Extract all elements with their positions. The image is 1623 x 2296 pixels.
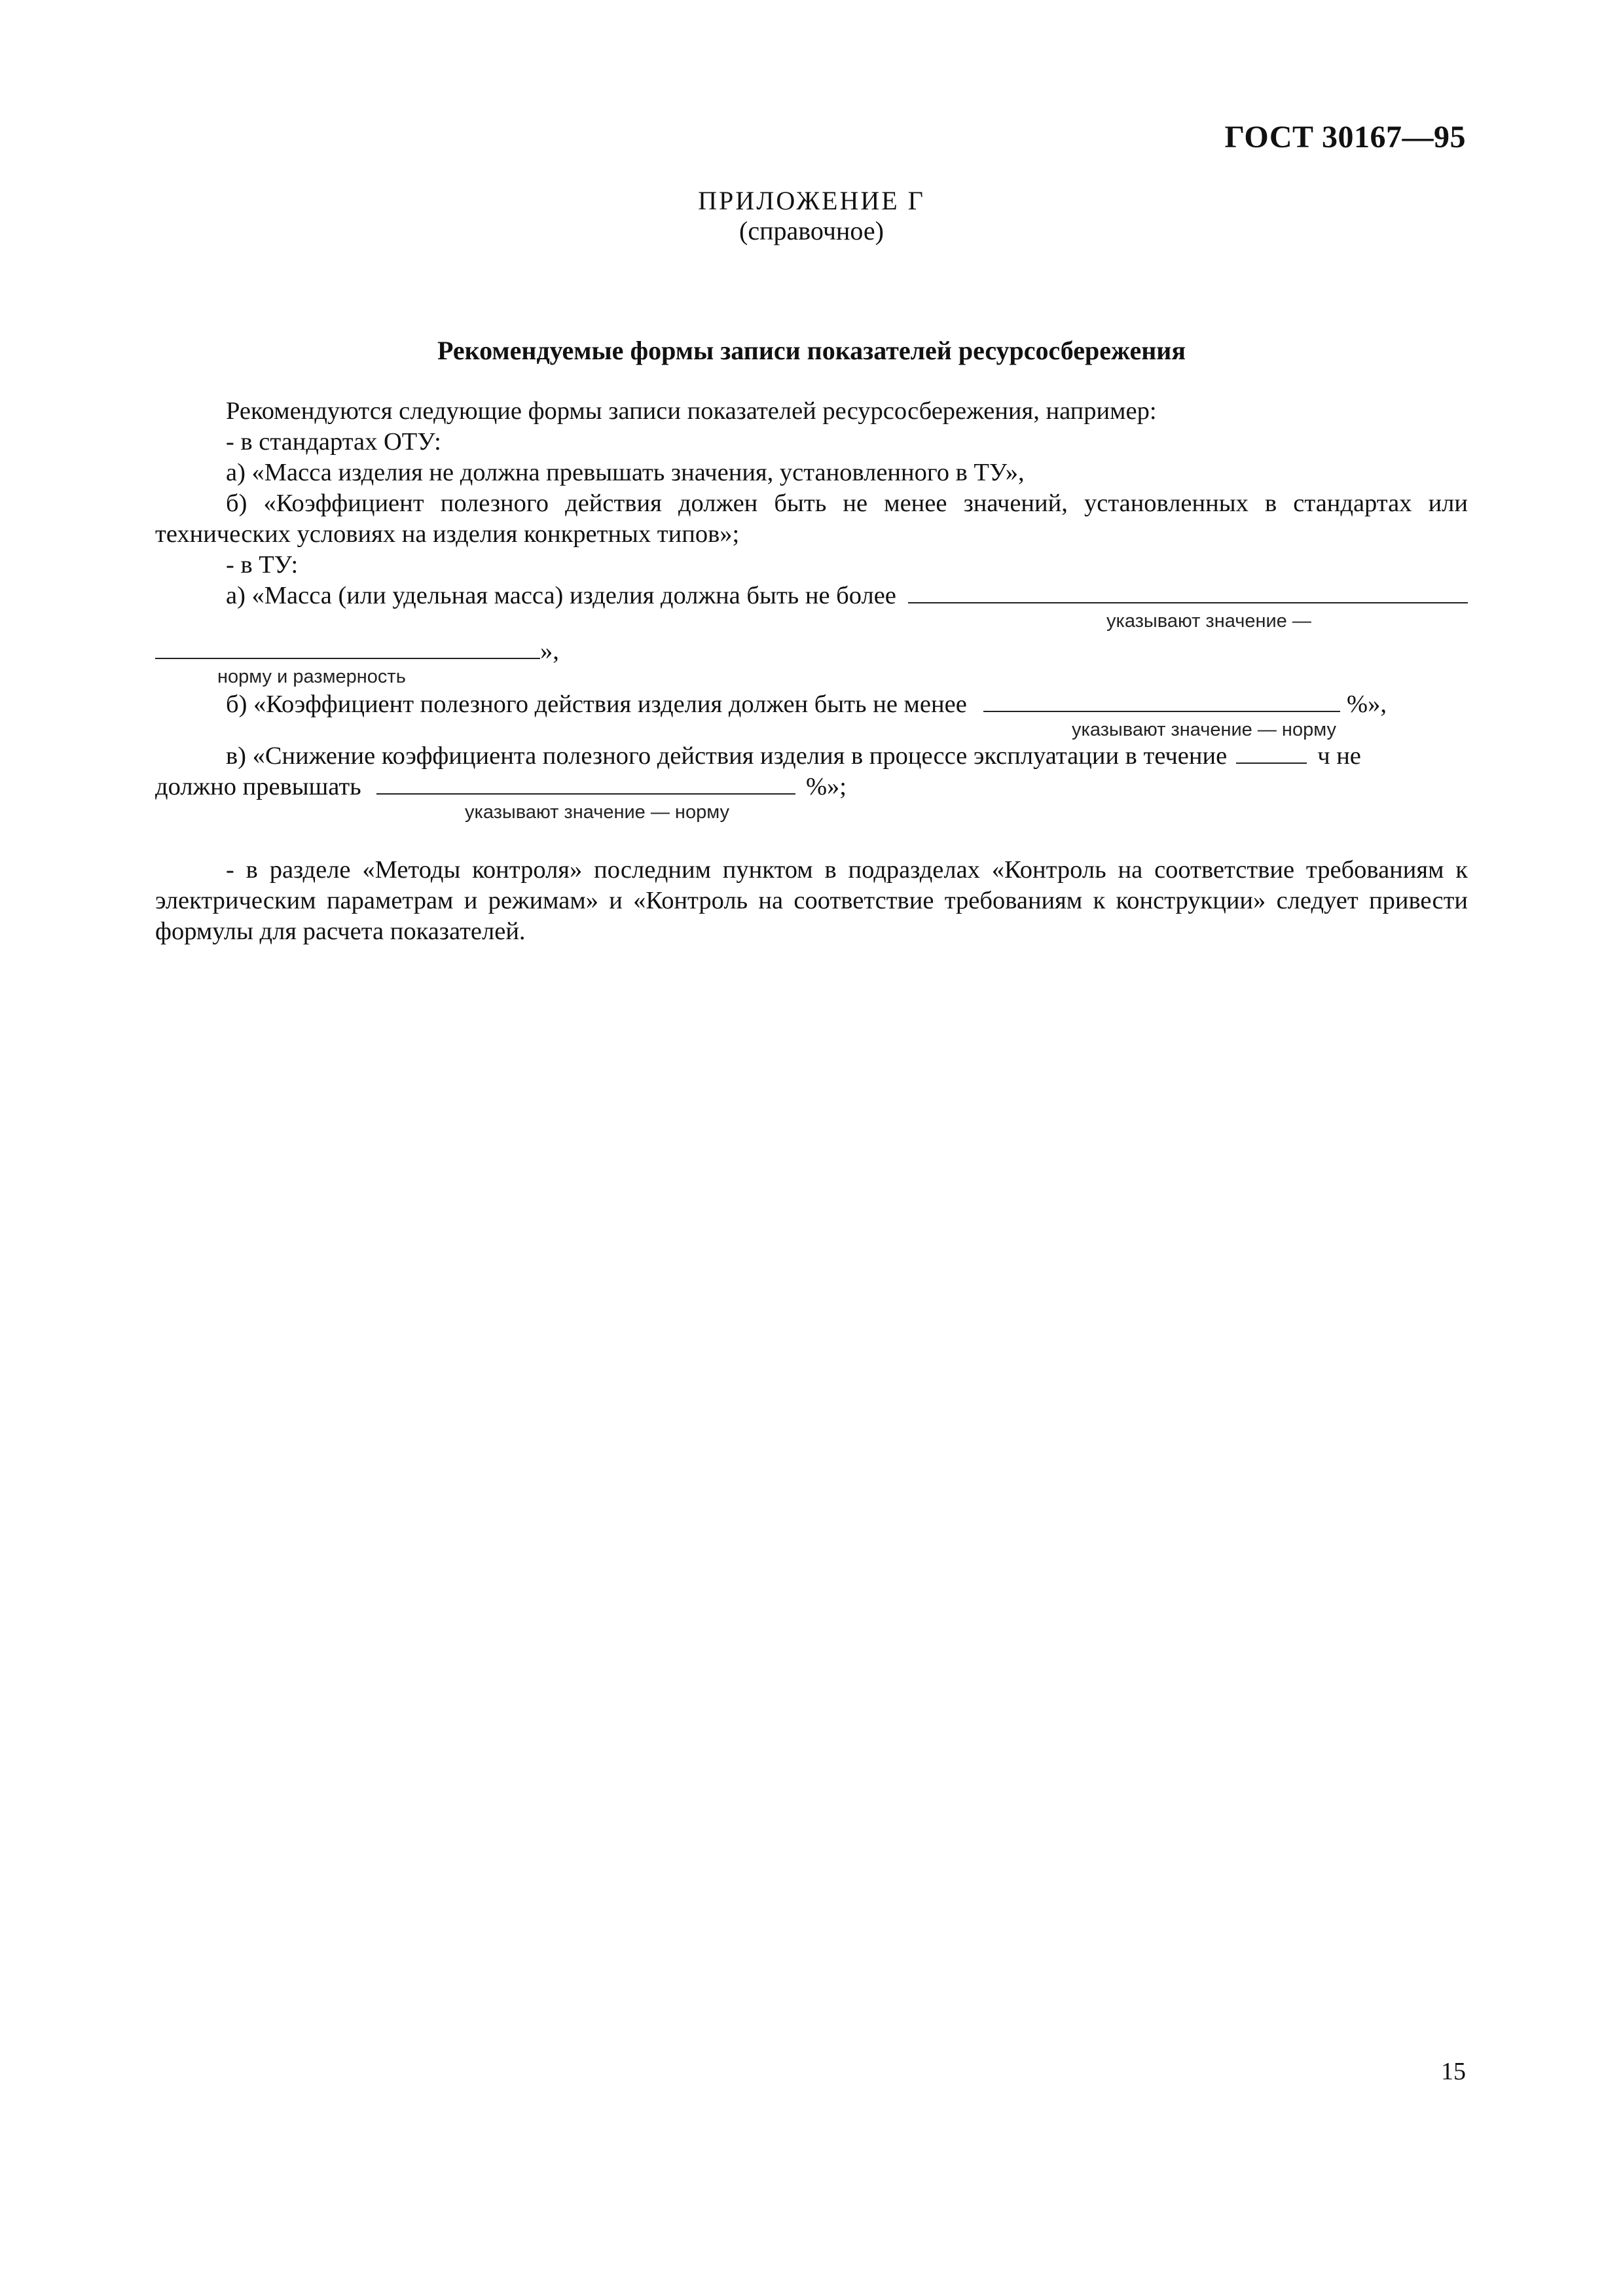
tu-item-a-line bbox=[155, 581, 1468, 611]
intro-paragraph: Рекомендуются следующие формы записи показателей ресурсосбережения, например: bbox=[226, 397, 1157, 425]
appendix-title: ПРИЛОЖЕНИЕ Г bbox=[698, 186, 925, 215]
tu-item-b-end: %», bbox=[1347, 691, 1387, 718]
document-body bbox=[155, 396, 1468, 947]
tu-item-v-line bbox=[155, 741, 1468, 772]
tu-item-v-hours: ч не bbox=[1317, 742, 1361, 770]
tu-item-v-line-2 bbox=[155, 772, 1468, 802]
tu-item-b-line bbox=[155, 689, 1468, 720]
otu-item-a: а) «Масса изделия не должна превышать значения, установленного в ТУ», bbox=[226, 459, 1025, 486]
tu-item-v-text-1: в) «Снижение коэффициента полезного действия изделия в процессе эксплуатации в течение bbox=[226, 742, 1228, 770]
tu-item-a-end: », bbox=[540, 637, 559, 665]
tu-item-v-text-2: должно превышать bbox=[155, 773, 361, 800]
tu-item-b-note: указывают значение — норму bbox=[1072, 719, 1336, 740]
tu-item-v-note: указывают значение — норму bbox=[465, 802, 729, 823]
tu-item-a-note-2: норму и размерность bbox=[217, 666, 406, 687]
tu-item-a-blank-2 bbox=[155, 638, 540, 659]
tu-item-a-note-1: указывают значение — bbox=[1106, 611, 1311, 632]
tu-item-b-text: б) «Коэффициент полезного действия изделия должен быть не менее bbox=[226, 691, 967, 718]
tu-label: - в ТУ: bbox=[226, 551, 299, 579]
section-heading: Рекомендуемые формы записи показателей ресурсосбережения bbox=[437, 336, 1186, 365]
tu-item-a-cont bbox=[155, 636, 1468, 667]
page-number: 15 bbox=[1441, 2058, 1466, 2085]
control-paragraph: - в разделе «Методы контроля» последним пунктом в подразделах «Контроль на соответствие требованиям к электрическим параметрам и режимам» и «Контроль на соответствие требованиям к конструкции» следует привести формулы для расчета показателей. bbox=[155, 856, 1468, 945]
document-code: ГОСТ 30167—95 bbox=[1224, 120, 1466, 154]
tu-item-a-text: а) «Масса (или удельная масса) изделия должна быть не более bbox=[226, 582, 896, 609]
tu-item-v-end: %»; bbox=[805, 773, 847, 800]
tu-item-v-hours-blank bbox=[1236, 743, 1307, 764]
otu-label: - в стандартах ОТУ: bbox=[226, 428, 441, 456]
otu-item-b: б) «Коэффициент полезного действия должен быть не менее значений, установленных в стандартах или технических условиях на изделия конкретных типов»; bbox=[155, 490, 1468, 548]
appendix-subtitle: (справочное) bbox=[739, 216, 884, 245]
tu-item-v-blank bbox=[376, 774, 795, 795]
tu-item-b-blank bbox=[983, 691, 1340, 712]
appendix-block bbox=[0, 186, 1623, 246]
tu-item-a-blank bbox=[908, 583, 1468, 603]
